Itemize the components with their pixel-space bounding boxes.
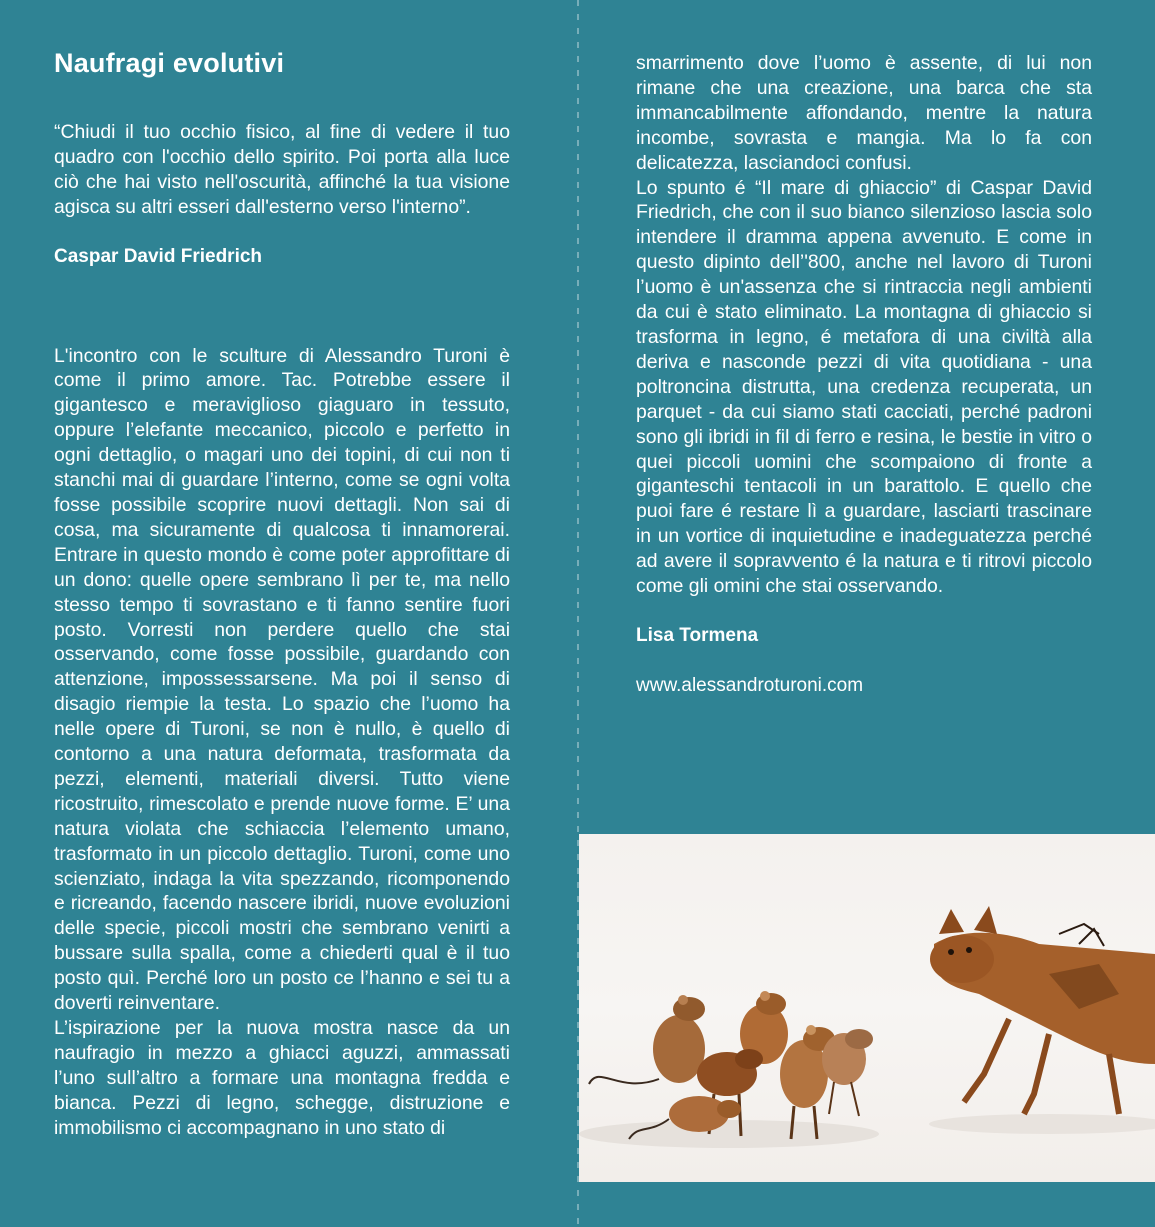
right-column [636,51,1092,699]
body-paragraph-2: L’ispirazione per la nuova mostra nasce da un naufragio in mezzo a ghiacci aguzzi, ammassati l’uno sull’altro a formare una montagna fredda e bianca. Pezzi di legno, schegge, distruzione e immobilismo ci accompagnano in uno stato di [54,1017,510,1139]
mice-sculptures [589,991,873,1139]
article-author: Lisa Tormena [636,624,759,646]
cat-sculpture [930,906,1155,1114]
body-paragraph-3: smarrimento dove l’uomo è assente, di lui non rimane che una creazione, una barca che sta immancabilmente affondando, mentre la natura incombe, sovrasta e mangia. Ma lo fa con delicatezza, lasciandoci confusi. [636,52,1092,174]
floor-shadow-cat [929,1114,1155,1134]
sculpture-photo [579,834,1155,1182]
body-paragraph-1: L'incontro con le sculture di Alessandro Turoni è come il primo amore. Tac. Potrebbe essere il gigantesco e meraviglioso giaguaro in tessuto, oppure l’elefante meccanico, piccolo e perfetto in ogni dettaglio, o magari uno dei topini, di cui non ti stanchi mai di guardare l’interno, come se ogni volta fosse possibile scoprire nuovi dettagli. Non sai di cosa, ma sicuramente di qualcosa ti innamorerai. Entrare in questo mondo è come poter approfittare di un dono: quelle opere sembrano lì per te, ma nello stesso tempo ti sovrastano e ti fanno sentire fuori posto. Vorresti non perdere quello che stai osservando, come fosse possibile, guardando con attenzione, impossessarsene. Ma poi il senso di disagio riempie la testa. Lo spazio che l’uomo ha nelle opere di Turoni, se non è nullo, è quello di contorno a una natura deformata, trasformata da pezzi, elementi, materiali diversi. Tutto viene ricostruito, rimescolato e prende nuove forme. E’ una natura violata che schiaccia l’elemento umano, trasformato in un piccolo dettaglio. Turoni, come uno scienziato, indaga la vita spezzando, ricomponendo e ricreando, facendo nascere ibridi, nuove evoluzioni delle specie, piccoli mostri che sembrano venirti a bussare sulla spalla, come a chiederti qual è il tuo posto quì. Perché loro un posto ce l’hanno e sei tu a doverti reinventare. [54,344,510,1015]
sculpture-illustration [579,834,1155,1182]
body-paragraph-4: Lo spunto é “Il mare di ghiaccio” di Caspar David Friedrich, che con il suo bianco silenzioso lascia solo intendere il dramma appena avvenuto. E come in questo dipinto dell’'800, anche nel lavoro di Turoni l’uomo è un'assenza che si rintraccia negli ambienti da cui è stato eliminato. La montagna di ghiaccio si trasforma in legno, é metafora di una civiltà alla deriva e nasconde pezzi di vita quotidiana - una poltroncina distrutta, una credenza recuperata, un parquet - da cui siamo stati cacciati, perché padroni sono gli ibridi in fil di ferro e resina, le bestie in vitro o quei piccoli uomini che scompaiono di fronte a giganteschi tentacoli in un barattolo. E quello che puoi fare é restare lì a guardare, lasciarti trascinare in un vortice di inquietudine e inadeguatezza perché ad avere il sopravvento é la natura e ti ritrovi piccolo come gli omini che stai osservando. [636,176,1092,598]
page-title: Naufragi evolutivi [54,48,285,78]
floor-shadow [579,1120,879,1148]
left-column [54,44,510,1141]
website-link[interactable]: www.alessandroturoni.com [636,674,864,696]
quote-author: Caspar David Friedrich [54,245,263,267]
opening-quote: “Chiudi il tuo occhio fisico, al fine di vedere il tuo quadro con l'occhio dello spirito. Poi porta alla luce ciò che hai visto nell'oscurità, affinché la tua visione agisca su altri esseri dall'esterno verso l'interno”. [54,121,510,218]
